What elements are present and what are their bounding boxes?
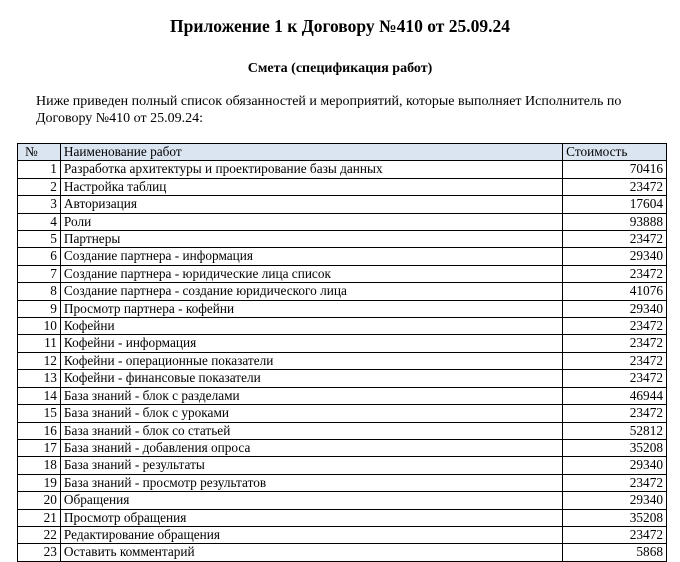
row-work-name: Настройка таблиц xyxy=(60,178,562,195)
table-row xyxy=(18,544,667,561)
row-work-name: Создание партнера - создание юридического лица xyxy=(60,283,562,300)
row-cost: 29340 xyxy=(563,300,667,317)
row-number: 4 xyxy=(18,213,61,230)
row-cost: 23472 xyxy=(563,474,667,491)
row-number: 17 xyxy=(18,439,61,456)
intro-paragraph: Ниже приведен полный список обязанностей и мероприятий, которые выполняет Исполнитель по Договору №410 от 25.09.24: xyxy=(36,94,622,126)
row-number: 23 xyxy=(18,544,61,561)
row-number: 6 xyxy=(18,248,61,265)
table-row xyxy=(18,422,667,439)
row-cost: 17604 xyxy=(563,196,667,213)
table-row xyxy=(18,526,667,543)
row-number: 8 xyxy=(18,283,61,300)
table-row xyxy=(18,457,667,474)
row-cost: 29340 xyxy=(563,248,667,265)
table-row xyxy=(18,335,667,352)
row-work-name: Разработка архитектуры и проектирование базы данных xyxy=(60,161,562,178)
table-row xyxy=(18,387,667,404)
table-row xyxy=(18,231,667,248)
row-number: 15 xyxy=(18,405,61,422)
row-work-name: Создание партнера - юридические лица список xyxy=(60,265,562,282)
row-work-name: База знаний - добавления опроса xyxy=(60,439,562,456)
row-number: 18 xyxy=(18,457,61,474)
row-number: 7 xyxy=(18,265,61,282)
row-number: 19 xyxy=(18,474,61,491)
table-row xyxy=(18,300,667,317)
row-work-name: Партнеры xyxy=(60,231,562,248)
row-number: 11 xyxy=(18,335,61,352)
estimate-table xyxy=(17,143,667,562)
table-row xyxy=(18,283,667,300)
row-work-name: Кофейни - финансовые показатели xyxy=(60,370,562,387)
row-number: 13 xyxy=(18,370,61,387)
row-cost: 70416 xyxy=(563,161,667,178)
row-work-name: База знаний - блок с разделами xyxy=(60,387,562,404)
row-cost: 23472 xyxy=(563,352,667,369)
document-subtitle: Смета (спецификация работ) xyxy=(247,61,433,76)
row-number: 10 xyxy=(18,318,61,335)
row-cost: 35208 xyxy=(563,509,667,526)
table-row xyxy=(18,248,667,265)
row-cost: 23472 xyxy=(563,231,667,248)
table-row xyxy=(18,405,667,422)
row-work-name: Авторизация xyxy=(60,196,562,213)
row-work-name: База знаний - просмотр результатов xyxy=(60,474,562,491)
row-number: 22 xyxy=(18,526,61,543)
row-cost: 41076 xyxy=(563,283,667,300)
table-row xyxy=(18,178,667,195)
row-cost: 29340 xyxy=(563,457,667,474)
table-header-row xyxy=(18,144,667,161)
row-cost: 52812 xyxy=(563,422,667,439)
row-cost: 23472 xyxy=(563,335,667,352)
row-cost: 23472 xyxy=(563,265,667,282)
row-number: 12 xyxy=(18,352,61,369)
row-work-name: Просмотр партнера - кофейни xyxy=(60,300,562,317)
row-work-name: База знаний - блок со статьей xyxy=(60,422,562,439)
table-row xyxy=(18,213,667,230)
row-number: 2 xyxy=(18,178,61,195)
row-work-name: Создание партнера - информация xyxy=(60,248,562,265)
row-number: 1 xyxy=(18,161,61,178)
table-row xyxy=(18,161,667,178)
row-number: 3 xyxy=(18,196,61,213)
row-cost: 46944 xyxy=(563,387,667,404)
row-cost: 93888 xyxy=(563,213,667,230)
document-title: Приложение 1 к Договору №410 от 25.09.24 xyxy=(170,16,510,36)
row-cost: 5868 xyxy=(563,544,667,561)
row-work-name: Кофейни xyxy=(60,318,562,335)
row-work-name: Роли xyxy=(60,213,562,230)
row-number: 21 xyxy=(18,509,61,526)
table-row xyxy=(18,370,667,387)
row-cost: 35208 xyxy=(563,439,667,456)
row-number: 5 xyxy=(18,231,61,248)
table-row xyxy=(18,439,667,456)
table-row xyxy=(18,352,667,369)
table-row xyxy=(18,196,667,213)
row-work-name: Кофейни - информация xyxy=(60,335,562,352)
row-work-name: Просмотр обращения xyxy=(60,509,562,526)
row-work-name: База знаний - блок с уроками xyxy=(60,405,562,422)
table-row xyxy=(18,492,667,509)
table-row xyxy=(18,265,667,282)
row-cost: 23472 xyxy=(563,370,667,387)
column-header-cost: Стоимость xyxy=(563,144,667,161)
row-cost: 23472 xyxy=(563,318,667,335)
row-work-name: База знаний - результаты xyxy=(60,457,562,474)
row-number: 16 xyxy=(18,422,61,439)
row-work-name: Редактирование обращения xyxy=(60,526,562,543)
row-cost: 23472 xyxy=(563,526,667,543)
row-work-name: Обращения xyxy=(60,492,562,509)
row-number: 14 xyxy=(18,387,61,404)
row-work-name: Кофейни - операционные показатели xyxy=(60,352,562,369)
table-row xyxy=(18,474,667,491)
row-cost: 23472 xyxy=(563,178,667,195)
column-header-number: № xyxy=(18,144,61,161)
row-cost: 29340 xyxy=(563,492,667,509)
row-number: 9 xyxy=(18,300,61,317)
table-row xyxy=(18,509,667,526)
row-cost: 23472 xyxy=(563,405,667,422)
row-number: 20 xyxy=(18,492,61,509)
row-work-name: Оставить комментарий xyxy=(60,544,562,561)
column-header-name: Наименование работ xyxy=(60,144,562,161)
table-row xyxy=(18,318,667,335)
